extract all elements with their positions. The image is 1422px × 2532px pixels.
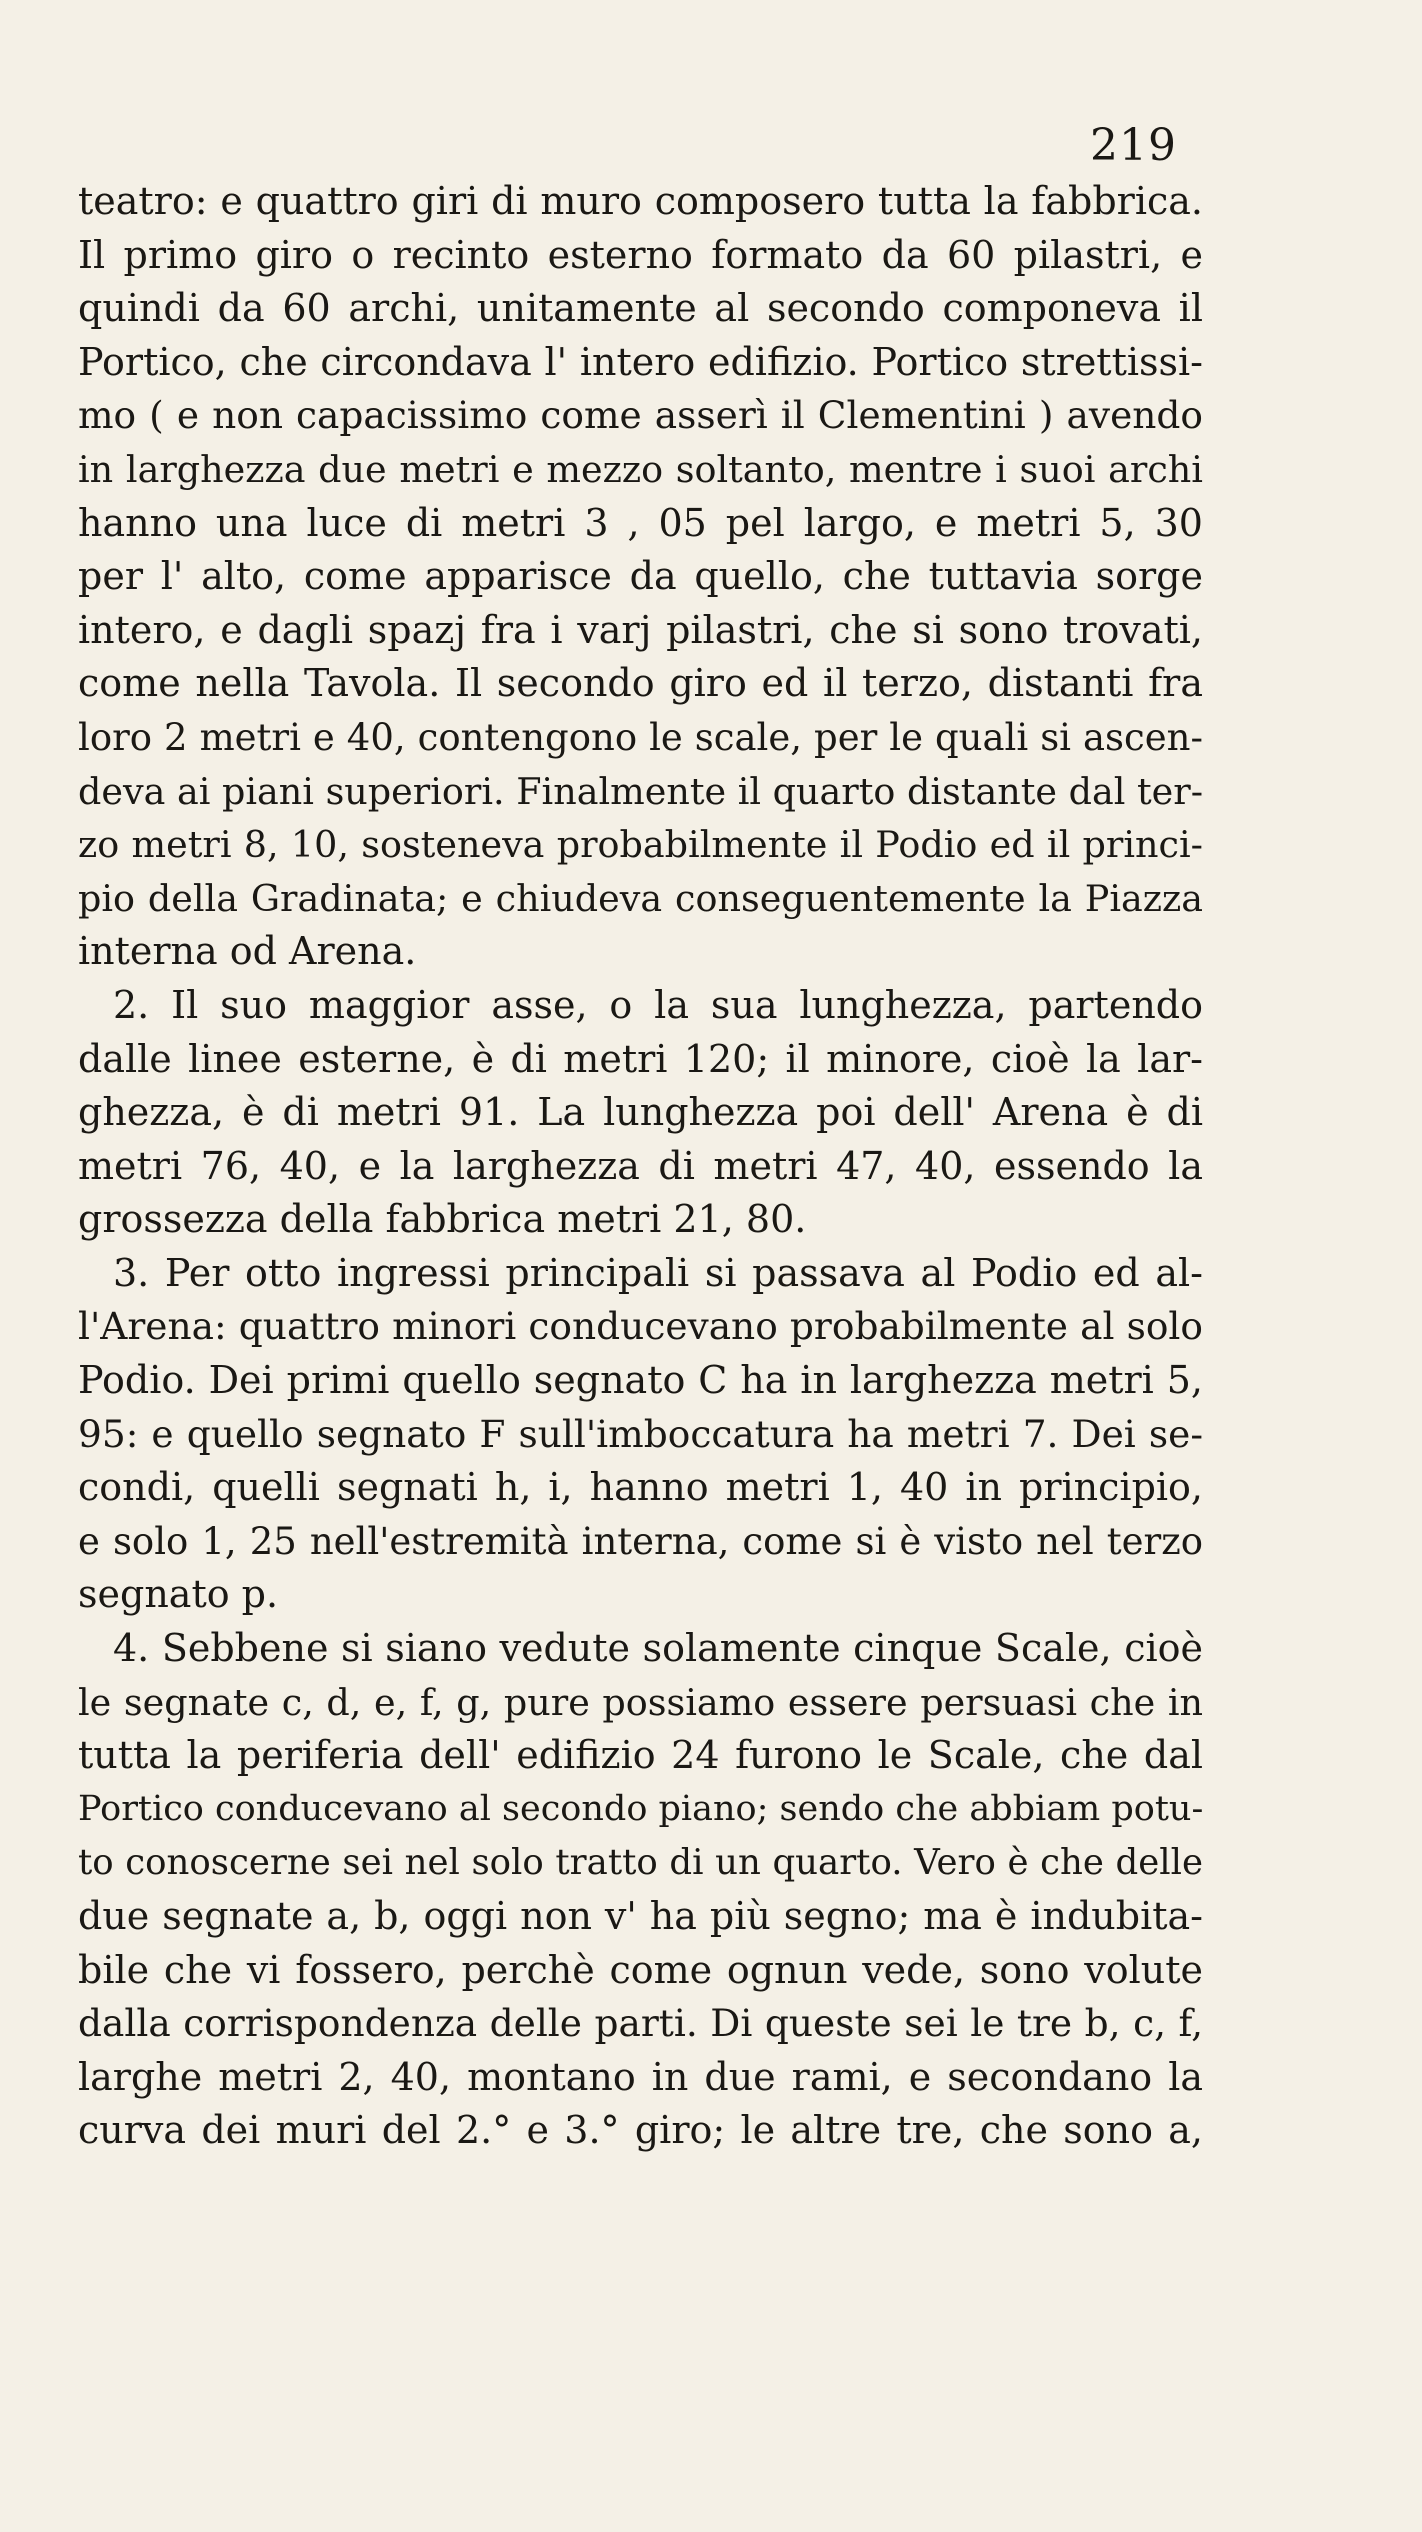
text-line: 3. Per otto ingressi principali si passava al Podio ed al- bbox=[113, 1250, 1203, 1295]
text-line: 95: e quello segnato F sull'imboccatura ha metri 7. Dei se- bbox=[78, 1411, 1203, 1456]
text-line: to conoscerne sei nel solo tratto di un quarto. Vero è che delle bbox=[78, 1842, 1203, 1884]
text-line: due segnate a, b, oggi non v' ha più segno; ma è indubita- bbox=[78, 1894, 1203, 1938]
text-line: Podio. Dei primi quello segnato C ha in larghezza metri 5, bbox=[78, 1358, 1203, 1403]
text-line: zo metri 8, 10, sosteneva probabilmente il Podio ed il princi- bbox=[78, 823, 1203, 867]
text-line: intero, e dagli spazj fra i varj pilastri, che si sono trovati, bbox=[78, 607, 1203, 652]
text-line: curva dei muri del 2.° e 3.° giro; le altre tre, che sono a, bbox=[78, 2108, 1203, 2153]
text-line: tutta la periferia dell' edifizio 24 furono le Scale, che dal bbox=[78, 1733, 1203, 1778]
text-line: deva ai piani superiori. Finalmente il quarto distante dal ter- bbox=[78, 769, 1204, 813]
text-line: come nella Tavola. Il secondo giro ed il terzo, distanti fra bbox=[78, 661, 1203, 706]
text-line: pio della Gradinata; e chiudeva conseguentemente la Piazza bbox=[78, 876, 1203, 920]
text-line: Portico, che circondava l' intero edifizio. Portico strettissi- bbox=[78, 339, 1203, 384]
text-line: teatro: e quattro giri di muro composero tutta la fabbrica. bbox=[78, 179, 1203, 223]
text-line: per l' alto, come apparisce da quello, che tuttavia sorge bbox=[78, 554, 1203, 599]
text-line: 2. Il suo maggior asse, o la sua lunghezza, partendo bbox=[113, 982, 1203, 1027]
text-line: dalla corrispondenza delle parti. Di queste sei le tre b, c, f, bbox=[78, 2001, 1203, 2046]
text-line: loro 2 metri e 40, contengono le scale, per le quali si ascen- bbox=[78, 715, 1203, 759]
text-line: Portico conducevano al secondo piano; sendo che abbiam potu- bbox=[78, 1788, 1204, 1829]
body-text bbox=[78, 175, 1203, 2158]
text-line: ghezza, è di metri 91. La lunghezza poi dell' Arena è di bbox=[78, 1090, 1203, 1135]
text-line: dalle linee esterne, è di metri 120; il minore, cioè la lar- bbox=[78, 1036, 1203, 1081]
text-line: condi, quelli segnati h, i, hanno metri 1, 40 in principio, bbox=[78, 1465, 1203, 1510]
text-line: hanno una luce di metri 3 , 05 pel largo, e metri 5, 30 bbox=[78, 500, 1203, 545]
page-number: 219 bbox=[1090, 120, 1177, 171]
text-line: le segnate c, d, e, f, g, pure possiamo essere persuasi che in bbox=[78, 1680, 1203, 1724]
text-line: interna od Arena. bbox=[78, 929, 417, 974]
text-line: segnato p. bbox=[78, 1572, 279, 1617]
text-line: Il primo giro o recinto esterno formato da 60 pilastri, e bbox=[78, 232, 1203, 277]
text-line: grossezza della fabbrica metri 21, 80. bbox=[78, 1197, 807, 1242]
text-line: 4. Sebbene si siano vedute solamente cinque Scale, cioè bbox=[113, 1626, 1203, 1671]
text-line: mo ( e non capacissimo come asserì il Clementini ) avendo bbox=[78, 393, 1203, 438]
text-line: bile che vi fossero, perchè come ognun vede, sono volute bbox=[78, 1947, 1203, 1992]
text-line: in larghezza due metri e mezzo soltanto, mentre i suoi archi bbox=[78, 447, 1203, 491]
text-line: metri 76, 40, e la larghezza di metri 47, 40, essendo la bbox=[78, 1143, 1203, 1188]
text-line: e solo 1, 25 nell'estremità interna, come si è visto nel terzo bbox=[78, 1519, 1203, 1563]
text-line: quindi da 60 archi, unitamente al secondo componeva il bbox=[78, 286, 1203, 331]
text-line: l'Arena: quattro minori conducevano probabilmente al solo bbox=[78, 1304, 1203, 1349]
text-line: larghe metri 2, 40, montano in due rami, e secondano la bbox=[78, 2054, 1203, 2099]
